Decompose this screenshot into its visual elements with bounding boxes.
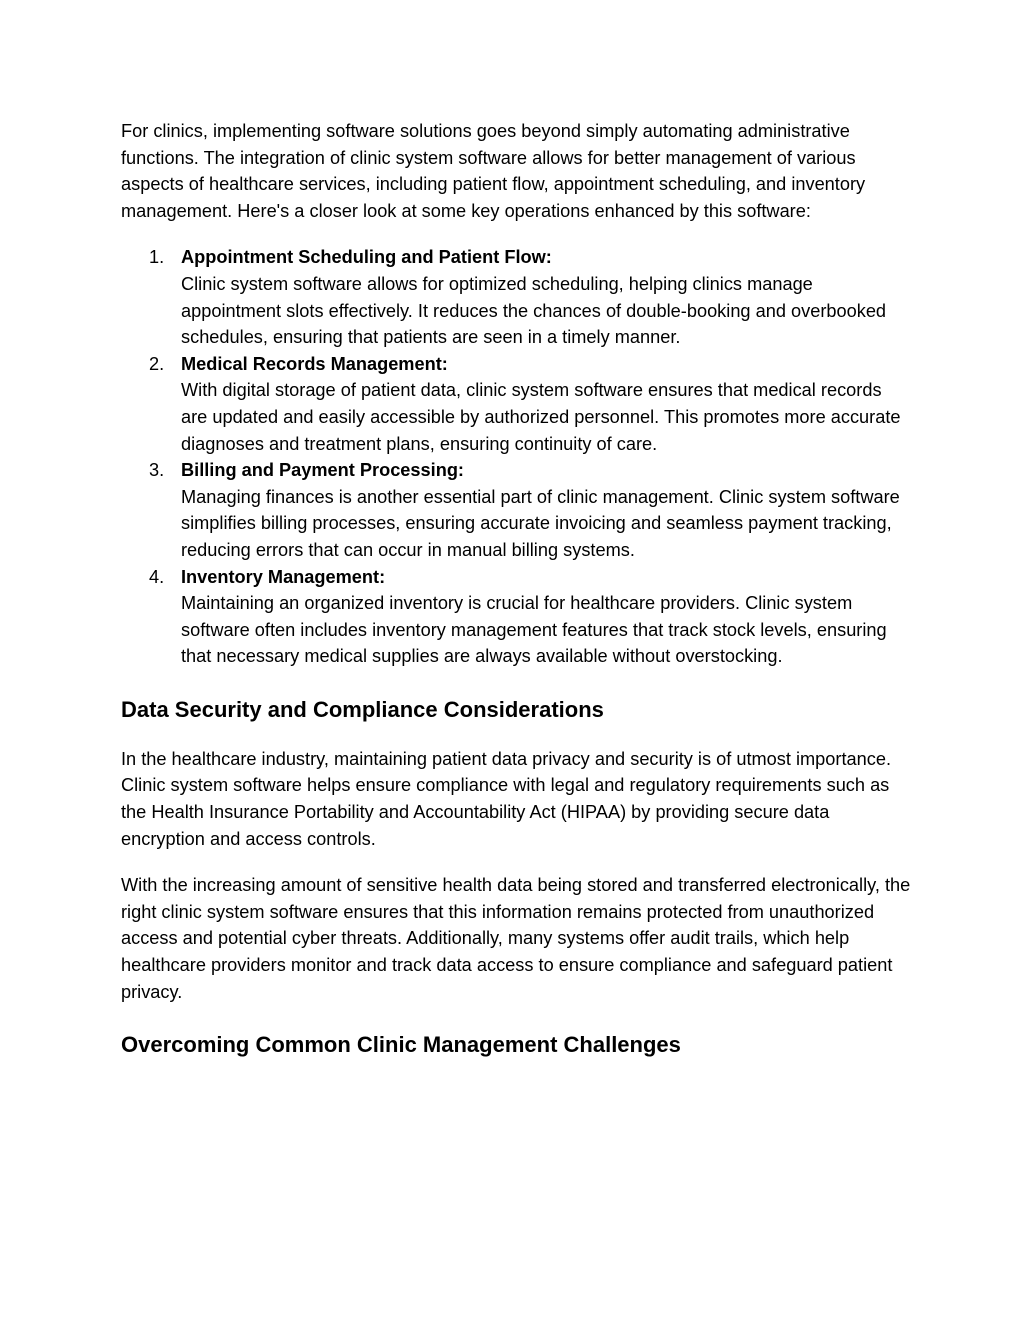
list-item-description: With digital storage of patient data, clinic system software ensures that medical records are updated and easily accessible by authorized personnel. This promotes more accurate diagnoses and treatment plans, ensuring continuity of care. [181, 380, 901, 454]
list-item-description: Clinic system software allows for optimized scheduling, helping clinics manage appointment slots effectively. It reduces the chances of double-booking and overbooked schedules, ensuring that patients are seen in a timely manner. [181, 273, 887, 348]
list-item-number: 2. [149, 353, 165, 374]
list-item [121, 564, 911, 670]
list-item [121, 457, 911, 563]
list-item [121, 244, 911, 350]
list-item-description: Maintaining an organized inventory is crucial for healthcare providers. Clinic system software often includes inventory management features that track stock levels, ensuring that necessary medical supplies are always available without overstocking. [181, 593, 887, 667]
list-item-number: 4. [149, 566, 165, 587]
list-item-description: Managing finances is another essential part of clinic management. Clinic system software simplifies billing processes, ensuring accurate invoicing and seamless payment tracking, reducing errors that can occur in manual billing systems. [181, 486, 900, 560]
list-item-title: Medical Records Management: [181, 353, 448, 374]
list-item-title: Appointment Scheduling and Patient Flow: [181, 247, 552, 268]
list-item [121, 351, 911, 457]
operations-list [121, 244, 911, 670]
list-item-number: 3. [149, 460, 165, 481]
list-item-title: Billing and Payment Processing: [181, 460, 464, 481]
list-item-number: 1. [149, 247, 165, 268]
security-paragraph: In the healthcare industry, maintaining patient data privacy and security is of utmost importance. Clinic system software helps ensure compliance with legal and regulatory requirements such as the Health Insurance Portability and Accountability Act (HIPAA) by providing secure data encryption and access controls. [121, 748, 892, 849]
security-heading: Data Security and Compliance Considerations [121, 696, 604, 722]
intro-paragraph: For clinics, implementing software solutions goes beyond simply automating administrative functions. The integration of clinic system software allows for better management of various aspects of healthcare services, including patient flow, appointment scheduling, and inventory management. Here's a closer look at some key operations enhanced by this software: [121, 121, 866, 221]
challenges-heading: Overcoming Common Clinic Management Challenges [121, 1032, 681, 1058]
list-item-title: Inventory Management: [181, 566, 386, 587]
document-page [121, 118, 911, 1060]
security-paragraph: With the increasing amount of sensitive health data being stored and transferred electronically, the right clinic system software ensures that this information remains protected from unauthorized access and potential cyber threats. Additionally, many systems offer audit trails, which help healthcare providers monitor and track data access to ensure compliance and safeguard patient privacy. [121, 875, 911, 1002]
